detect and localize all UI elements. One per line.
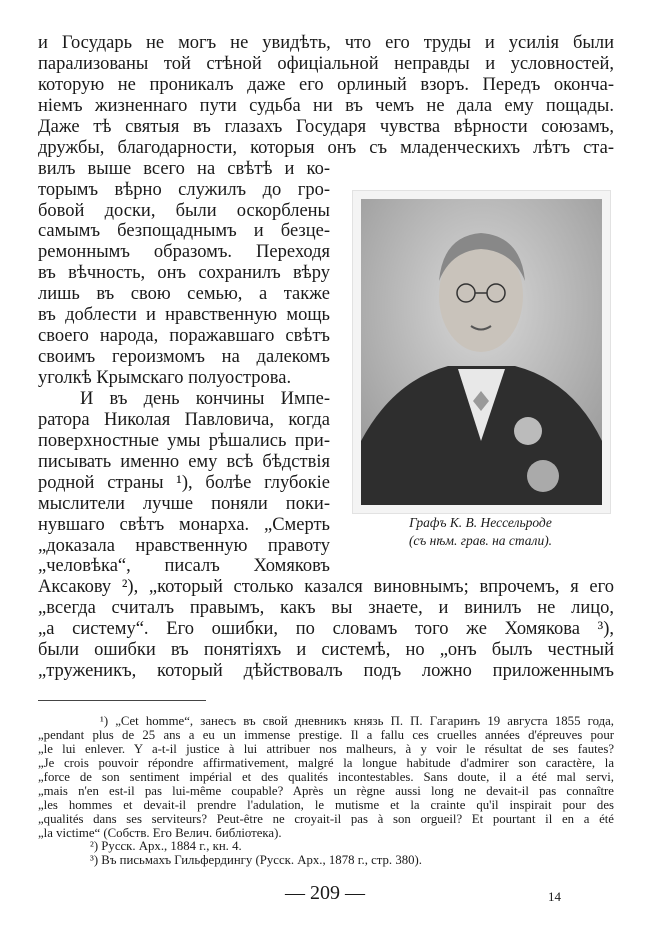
- text-line: мыслители лучше поняли поки-: [38, 493, 330, 514]
- text-line: поверхностные умы рѣшались при-: [38, 430, 330, 451]
- text-line: Даже тѣ святыя въ глазахъ Государя чувства вѣрности союзамъ,: [38, 116, 614, 137]
- text-line: лишь въ свою семью, а также: [38, 284, 330, 305]
- text-line: ратора Николая Павловича, когда: [38, 409, 330, 430]
- text-line: своего народа, поражавшаго свѣтъ: [38, 326, 330, 347]
- footnotes: [38, 715, 614, 868]
- footnote-line: „la victime“ (Собств. Его Велич. библіотека).: [38, 825, 282, 840]
- portrait-engraving: [352, 190, 611, 514]
- text-line: „доказала нравственную правоту: [38, 535, 330, 556]
- text-line: вилъ выше всего на свѣтѣ и ко-: [38, 158, 330, 179]
- caption-source: (съ нѣм. грав. на стали).: [408, 533, 553, 548]
- text-line: И въ день кончины Импе-: [80, 388, 330, 409]
- text-line: „а систему“. Его ошибки, по словамъ того же Хомякова ³),: [38, 619, 614, 640]
- text-line: Аксакову ²), „который столько казался виновнымъ; впрочемъ, я его: [38, 577, 614, 598]
- text-line: уголкѣ Крымскаго полуострова.: [38, 368, 292, 388]
- text-line: торымъ вѣрно служилъ до гро-: [38, 179, 330, 200]
- text-line: ремоннымъ образомъ. Переходя: [38, 242, 330, 263]
- text-line: парализованы той стѣной офиціальной неправды и условностей,: [38, 53, 614, 74]
- footnote-line: ²) Русск. Арх., 1884 г., кн. 4.: [90, 839, 242, 854]
- footnote-line: „pendant plus de 25 ans a eu un immense prestige. Il a fallu ces cruelles années d'épreuves pour: [38, 727, 614, 742]
- footnote-line: „force de son sentiment impérial et des qualités incontestables. Sans doute, il a été mal servi,: [38, 769, 614, 784]
- footnote-line: ¹) „Cet homme“, занесъ въ свой дневникъ князь П. П. Гагаринъ 19 августа 1855 года,: [100, 714, 614, 728]
- text-line: родной страны ¹), болѣе глубокіе: [38, 472, 330, 493]
- text-line: бовой доски, были оскорблены: [38, 200, 330, 221]
- figure-caption: [352, 514, 609, 550]
- text-line: въ вѣчность, онъ сохранилъ вѣру: [38, 263, 330, 284]
- caption-title: Графъ К. В. Нессельроде: [409, 515, 552, 530]
- text-line: нувшаго свѣтъ монарха. „Смерть: [38, 514, 330, 535]
- text-line: „человѣка“, писалъ Хомяковъ: [38, 556, 330, 577]
- text-line: „труженикъ, который дѣйствовалъ подъ ложно приложеннымъ: [38, 661, 614, 682]
- text-line: дружбы, благодарности, которыя онъ съ младенческихъ лѣтъ ста-: [38, 137, 614, 158]
- footnote-line: „qualités dans ses serviteurs? Peut-être ne croyait-il pas à son orgueil? Et pourtant il en a été: [38, 811, 614, 826]
- page-number: — 209 —: [285, 882, 365, 904]
- footnote-line: ³) Въ письмахъ Гильфердингу (Русск. Арх., 1878 г., стр. 380).: [90, 853, 422, 868]
- text-line: своимъ героизмомъ на далекомъ: [38, 347, 330, 368]
- text-line: и Государь не могъ не увидѣть, что его труды и усилія были: [38, 33, 614, 53]
- footnote-line: „mais n'en est-il pas lui-même coupable? Après un règne aussi long ne devait-il pas connaître: [38, 783, 614, 798]
- footnote-line: „le lui enlever. Y a-t-il justice à lui attribuer nos malheurs, à y voir le résultat de ses fautes?: [38, 741, 614, 756]
- text-line: въ доблести и нравственную мощь: [38, 305, 330, 326]
- signature-mark: 14: [548, 889, 561, 904]
- footnote-line: „les hommes et devait-il prendre l'adulation, le mutisme et la crainte qu'il inspirait pour des: [38, 797, 614, 812]
- text-line: самымъ безпощаднымъ и безце-: [38, 221, 330, 242]
- portrait-image: [353, 191, 610, 513]
- text-line: ніемъ жизненнаго пути судьба ни въ чемъ не дала ему пощады.: [38, 95, 614, 116]
- footnote-line: „Je crois pouvoir répondre affirmativement, malgré la longue habitude d'admirer son caractère, la: [38, 755, 614, 770]
- text-line: которую не проникалъ даже его орлиный взоръ. Передъ оконча-: [38, 74, 614, 95]
- text-line: „всегда считалъ правымъ, какъ вы знаете, и винилъ не лицо,: [38, 598, 614, 619]
- text-line: писывать именно ему всѣ бѣдствія: [38, 451, 330, 472]
- text-line: были ошибки въ понятіяхъ и системѣ, но „онъ былъ честный: [38, 640, 614, 661]
- footnote-divider: [38, 700, 206, 701]
